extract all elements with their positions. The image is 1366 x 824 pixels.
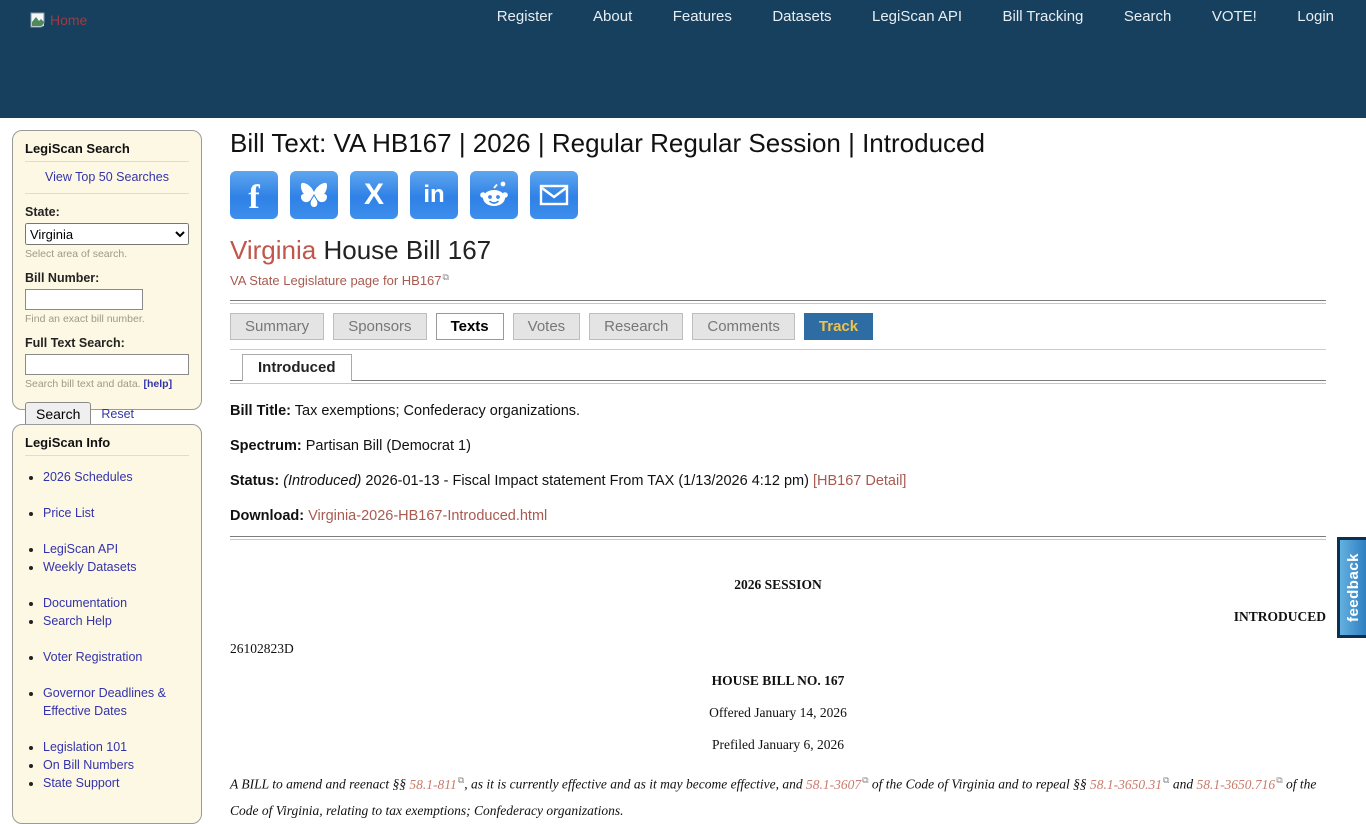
external-link-icon: ⧉ (1163, 775, 1170, 786)
link-state-support[interactable]: State Support (43, 776, 120, 790)
list-item (43, 612, 193, 630)
x-share-icon[interactable]: X (350, 171, 398, 219)
butterfly-icon (298, 181, 330, 209)
view-top-50-searches-link[interactable]: View Top 50 Searches (45, 170, 169, 184)
info-links-list (43, 468, 189, 792)
search-button[interactable]: Search (25, 402, 91, 426)
link-price-list[interactable]: Price List (43, 506, 95, 520)
link-on-bill-numbers[interactable]: On Bill Numbers (43, 758, 134, 772)
bluesky-share-icon[interactable] (290, 171, 338, 219)
list-item (43, 774, 193, 792)
link-search-help[interactable]: Search Help (43, 614, 112, 628)
link-documentation[interactable]: Documentation (43, 596, 128, 610)
bill-tabs (230, 313, 1326, 350)
email-share-icon[interactable] (530, 171, 578, 219)
code-section-link[interactable]: 58.1-3650.716⧉ (1196, 775, 1283, 792)
full-text-search-label: Full Text Search: (25, 336, 125, 350)
status-label: Status: (230, 473, 280, 490)
code-section-link[interactable]: 58.1-3650.31⧉ (1090, 775, 1170, 792)
subtab-introduced[interactable]: Introduced (242, 354, 352, 381)
list-item (43, 468, 193, 486)
external-link-icon: ⧉ (1276, 775, 1283, 786)
code-section-link[interactable]: 58.1-811⧉ (409, 775, 465, 792)
state-legislature-link[interactable]: VA State Legislature page for HB167⧉ (230, 272, 449, 289)
envelope-icon (539, 183, 569, 207)
doc-introduced: INTRODUCED (1233, 609, 1326, 625)
divider (230, 300, 1326, 304)
home-link[interactable] (30, 12, 87, 28)
nav-vote[interactable]: VOTE! (1211, 8, 1257, 25)
help-link[interactable]: [help] (143, 378, 173, 390)
feedback-tab[interactable] (1337, 537, 1366, 638)
list-item (43, 756, 193, 774)
doc-prefiled: Prefiled January 6, 2026 (712, 737, 844, 753)
link-governor-deadlines[interactable]: Governor Deadlines & Effective Dates (43, 686, 166, 718)
link-2026-schedules[interactable]: 2026 Schedules (43, 470, 133, 484)
divider (230, 536, 1326, 540)
spectrum-label: Spectrum: (230, 438, 302, 455)
bill-number-help-text: Find an exact bill number. (25, 313, 145, 325)
doc-offered: Offered January 14, 2026 (709, 705, 847, 721)
list-item (43, 504, 193, 522)
tab-texts[interactable]: Texts (436, 313, 504, 340)
download-label: Download: (230, 508, 305, 525)
nav-search[interactable]: Search (1123, 8, 1172, 25)
text-version-tabs (230, 354, 1326, 381)
state-help-text: Select area of search. (25, 248, 128, 260)
legiscan-info-panel (12, 424, 202, 824)
list-item (43, 648, 193, 666)
bill-heading (230, 235, 1326, 266)
external-link-icon: ⧉ (442, 272, 449, 282)
divider (230, 380, 1326, 384)
doc-bill-no: HOUSE BILL NO. 167 (711, 673, 845, 689)
download-link[interactable]: Virginia-2026-HB167-Introduced.html (308, 508, 548, 525)
bill-document (230, 569, 1326, 824)
tab-votes[interactable]: Votes (513, 313, 581, 340)
nav-register[interactable]: Register (496, 8, 553, 25)
legiscan-search-panel (12, 130, 202, 422)
full-text-help-text: Search bill text and data. [help] (25, 378, 173, 390)
bill-title-row (230, 403, 1326, 419)
code-section-link[interactable]: 58.1-3607⧉ (805, 775, 869, 792)
list-item (43, 684, 193, 720)
status-text: 2026-01-13 - Fiscal Impact statement From TAX (1/13/2026 4:12 pm) (365, 473, 809, 490)
tab-track[interactable]: Track (804, 313, 873, 340)
nav-datasets[interactable]: Datasets (772, 8, 832, 25)
facebook-share-icon[interactable]: f (230, 171, 278, 219)
nav-login[interactable]: Login (1297, 8, 1334, 25)
reset-link[interactable]: Reset (101, 407, 135, 421)
bill-heading-state: Virginia (230, 235, 317, 265)
top-header (0, 0, 1366, 118)
list-item (43, 594, 193, 612)
external-link-icon: ⧉ (457, 775, 465, 786)
share-buttons-row (230, 171, 1326, 219)
list-item (43, 738, 193, 756)
link-legislation-101[interactable]: Legislation 101 (43, 740, 128, 754)
hb167-detail-link[interactable]: [HB167 Detail] (812, 473, 907, 490)
nav-bill-tracking[interactable]: Bill Tracking (1002, 8, 1084, 25)
search-panel-title: LegiScan Search (25, 141, 189, 162)
tab-sponsors[interactable]: Sponsors (333, 313, 426, 340)
main-content (230, 128, 1326, 824)
info-panel-title: LegiScan Info (25, 435, 189, 456)
nav-about[interactable]: About (593, 8, 633, 25)
reddit-share-icon[interactable] (470, 171, 518, 219)
full-text-search-input[interactable] (25, 354, 189, 375)
state-select[interactable] (25, 223, 189, 245)
page-title: Bill Text: VA HB167 | 2026 | Regular Regular Session | Introduced (230, 128, 985, 158)
link-voter-registration[interactable]: Voter Registration (43, 650, 143, 664)
list-item (43, 540, 193, 558)
bill-heading-rest: House Bill 167 (323, 235, 492, 265)
bill-title-label: Bill Title: (230, 403, 291, 420)
nav-features[interactable]: Features (672, 8, 732, 25)
status-row (230, 473, 1326, 489)
doc-bill-summary: A BILL to amend and reenact §§ 58.1-811⧉, as it is currently effective and as it may become effective, and 58.1-3607⧉ of the Code of Virginia and to repeal §§ 58.1-3650.31⧉ and 58.1-3650.716⧉ of the Code of Virginia, relating to tax exemptions; Confederacy organizations. (230, 775, 1317, 818)
tab-comments[interactable]: Comments (692, 313, 795, 340)
spectrum-row (230, 438, 1326, 454)
home-link-label: Home (50, 12, 88, 28)
feedback-tab-label: feedback (1344, 552, 1362, 623)
list-item (43, 558, 193, 576)
spectrum-value: Partisan Bill (Democrat 1) (305, 438, 471, 455)
reddit-alien-icon (478, 180, 510, 210)
state-label: State: (25, 205, 60, 219)
bill-number-input[interactable] (25, 289, 143, 310)
linkedin-share-icon[interactable]: in (410, 171, 458, 219)
tab-summary[interactable]: Summary (230, 313, 324, 340)
download-row (230, 508, 1326, 524)
top-navigation (479, 0, 1352, 33)
bill-title-value: Tax exemptions; Confederacy organizations. (294, 403, 581, 420)
broken-image-icon (30, 12, 48, 28)
tab-research[interactable]: Research (589, 313, 683, 340)
link-weekly-datasets[interactable]: Weekly Datasets (43, 560, 137, 574)
doc-number: 26102823D (230, 641, 294, 657)
doc-session: 2026 SESSION (734, 577, 822, 593)
link-legiscan-api[interactable]: LegiScan API (43, 542, 119, 556)
nav-legiscan-api[interactable]: LegiScan API (872, 8, 963, 25)
bill-number-label: Bill Number: (25, 271, 100, 285)
external-link-icon: ⧉ (862, 775, 869, 786)
status-stage: (Introduced) (283, 473, 362, 490)
